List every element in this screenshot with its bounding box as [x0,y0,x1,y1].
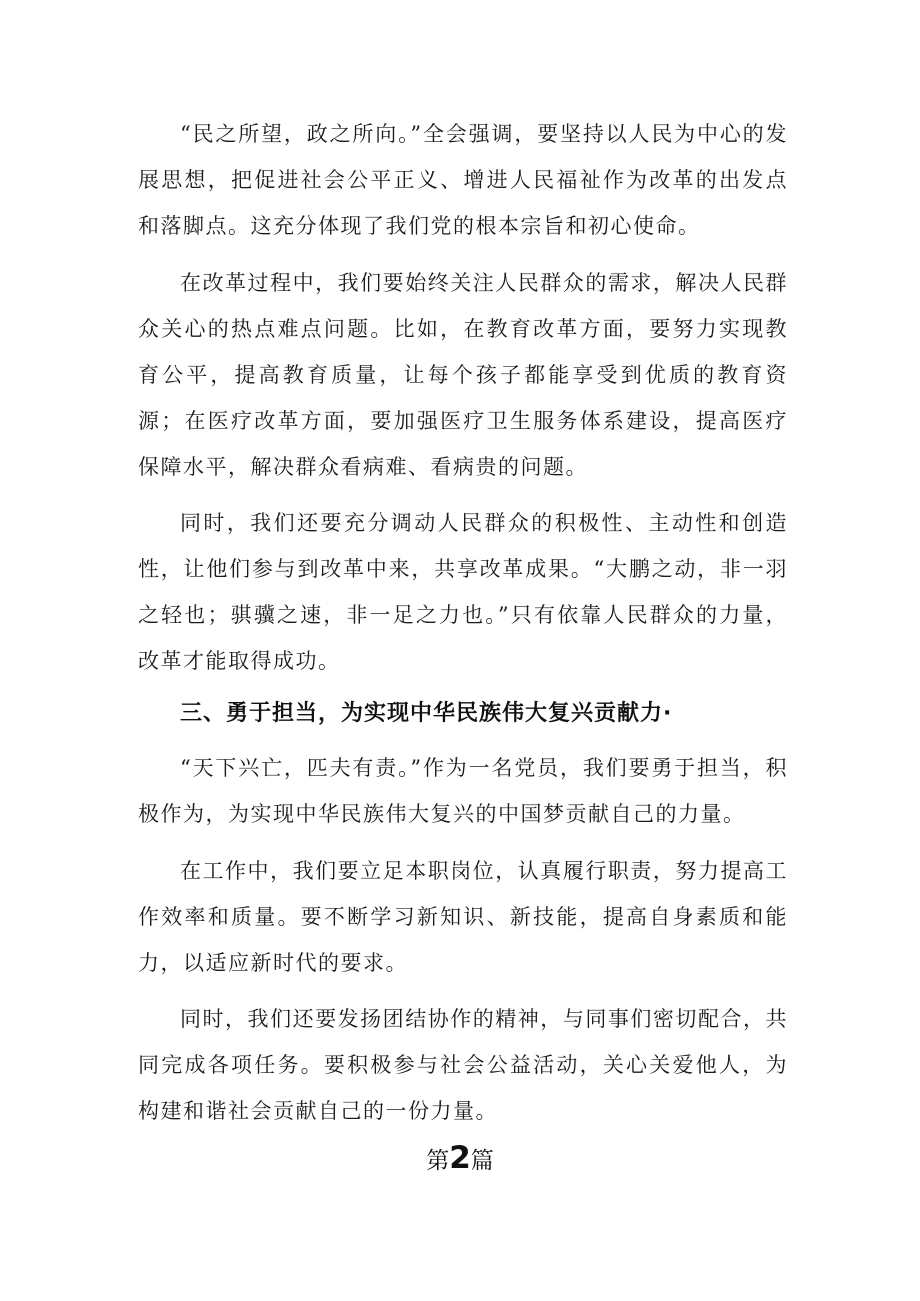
paragraph-reform-needs: 在改革过程中，我们要始终关注人民群众的需求，解决人民群众关心的热点难点问题。比如，在教育改革方面，要努力实现教育公平，提高教育质量，让每个孩子都能享受到优质的教育资源；在医疗改革方面，要加强医疗卫生服务体系建设，提高医疗保障水平，解决群众看病难、看病贵的问题。 [138,271,788,479]
chapter-suffix: 篇 [470,1148,494,1174]
paragraph-mobilize-people: 同时，我们还要充分调动人民群众的积极性、主动性和创造性，让他们参与到改革中来，共享改革成果。“大鹏之动，非一羽之轻也；骐骥之速，非一足之力也。”只有依靠人民群众的力量，改革才能取得成功。 [138,511,788,673]
chapter-number: 2 [449,1140,471,1176]
paragraph-responsibility: “天下兴亡，匹夫有责。”作为一名党员，我们要勇于担当，积极作为，为实现中华民族伟大复兴的中国梦贡献自己的力量。 [138,756,788,826]
paragraph-work-duty: 在工作中，我们要立足本职岗位，认真履行职责，努力提高工作效率和质量。要不断学习新知识、新技能，提高自身素质和能力，以适应新时代的要求。 [138,859,788,975]
section-heading: 三、勇于担当，为实现中华民族伟大复兴贡献力· [180,701,673,726]
paragraph-teamwork: 同时，我们还要发扬团结协作的精神，与同事们密切配合，共同完成各项任务。要积极参与社会公益活动，关心关爱他人，为构建和谐社会贡献自己的一份力量。 [138,1007,788,1123]
chapter-prefix: 第 [426,1148,450,1174]
chapter-title [0,1136,920,1183]
paragraph-people-aspiration: “民之所望，政之所向。”全会强调，要坚持以人民为中心的发展思想，把促进社会公平正义、增进人民福祉作为改革的出发点和落脚点。这充分体现了我们党的根本宗旨和初心使命。 [138,122,788,238]
